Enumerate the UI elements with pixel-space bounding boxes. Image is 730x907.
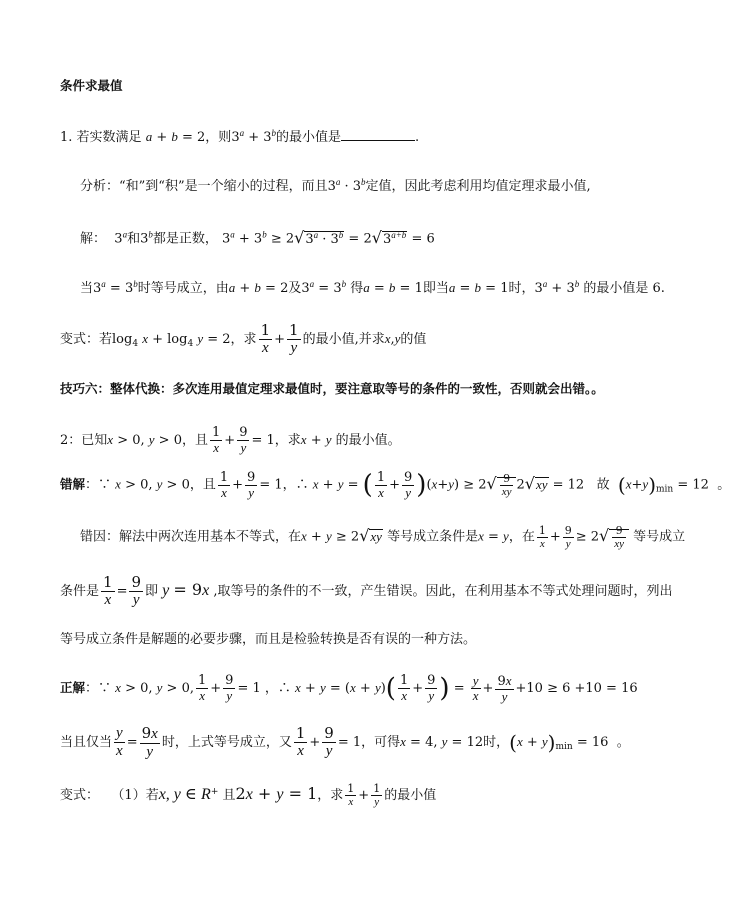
wrong-solution: 错解：∵ x > 0, y > 0，且 $\frac{1}{x}$ + $\frac{9}{y}$ = 1，∴ x + y = ( $\frac{1}{x}$ + $\frac{9}{y}$ )(x+y) ≥ 2√ $\frac{9}{xy}$ 2√xy = 12 故 $(x+y)_{min} = 12$ 。 [60,469,730,500]
solution-line: 解： 3$^a$和3$^b$都是正数， $3^a + 3^b \ge 2√3^a \cdot 3^b = 2√3^{a+b} = 6$ [80,228,435,247]
answer-blank[interactable] [341,128,415,141]
reason-line-2: 条件是 $\frac{1}{x}$ = $\frac{9}{y}$ 即 y = 9x ,取等号的条件的不一致，产生错误。因此，在利用基本不等式处理问题时，列出 [60,573,673,608]
correct-min-value: = 16 [576,735,609,750]
correct-result: +10 ≥ 6 +10 = 16 [515,681,638,696]
reason-line-1: 错因：解法中两次连用基本不等式，在x + y ≥ 2√xy 等号成立条件是x = y，在 $\frac{1}{x}$ + $\frac{9}{y}$ ≥ 2√ $\frac{9}{xy}$ 等号成立 [80,523,686,550]
question-1: 1. 若实数满足 a + b = 2，则$3^a + 3^b$的最小值是 . [60,128,420,145]
analysis-line: 分析：“和”到“积”是一个缩小的过程，而且$3^a \cdot 3^b$定值，因此考虑利用均值定理求最小值, [80,177,591,194]
reason-line-3: 等号成立条件是解题的必要步骤，而且是检验转换是否有误的一种方法。 [60,632,477,647]
correct-line-2: 当且仅当 $\frac{y}{x}$ = $\frac{9x}{y}$ 时，上式等号成立，又 $\frac{1}{x}$ + $\frac{9}{y}$ = 1，可得x = 4, y = 12时，$(x + y)_{min} = 16$ 。 [60,723,630,760]
solution-label: 解： [80,231,107,247]
variant-2: 变式： （1）若x, y ∈ R+ 且2x + y = 1，求 $\frac{1}{x}$ + $\frac{1}{y}$ 的最小值 [60,782,437,808]
tip-six: 技巧六：整体代换：多次连用最值定理求最值时，要注意取等号的条件的一致性，否则就会出错。。 [60,381,604,396]
q1-mid: ，则 [205,130,232,145]
variant-1: 变式：若$\log_4 x + \log_4 y = 2$，求 $\frac{1}{x}$ + $\frac{1}{y}$ 的最小值,并求x,y的值 [60,321,427,356]
correct-solution: 正解：∵ x > 0, y > 0, $\frac{1}{x}$ + $\frac{9}{y}$ = 1 ，∴ x + y = (x + y)( $\frac{1}{x}$ + $\frac{9}{y}$ ) = $\frac{y}{x}$ + $\frac{9x}{y}$ +10 ≥ 6 +10 = 16 [60,672,638,704]
wrong-label: 错解 [60,476,86,492]
page-title: 条件求最值 [60,78,123,93]
q1-suffix: 的最小值是 [276,130,342,145]
correct-label: 正解 [60,680,86,695]
solution-result: = 6 [411,231,435,247]
equality-line: 当$3^a = 3^b$时等号成立，由a + b = 2及$3^a = 3^b$ 得a = b = 1即当a = b = 1时，$3^a + 3^b$ 的最小值是 6. [80,279,665,296]
analysis-text-a: 分析：“和”到“积”是一个缩小的过程，而且 [80,179,328,194]
q1-prefix: 1. 若实数满足 [60,130,142,145]
question-2: 2：已知x > 0, y > 0，且 $\frac{1}{x}$ + $\frac{9}{y}$ = 1，求x + y 的最小值。 [60,425,401,455]
wrong-min-value: = 12 [677,477,709,493]
analysis-text-b: 定值，因此考虑利用均值定理求最小值, [365,179,591,194]
